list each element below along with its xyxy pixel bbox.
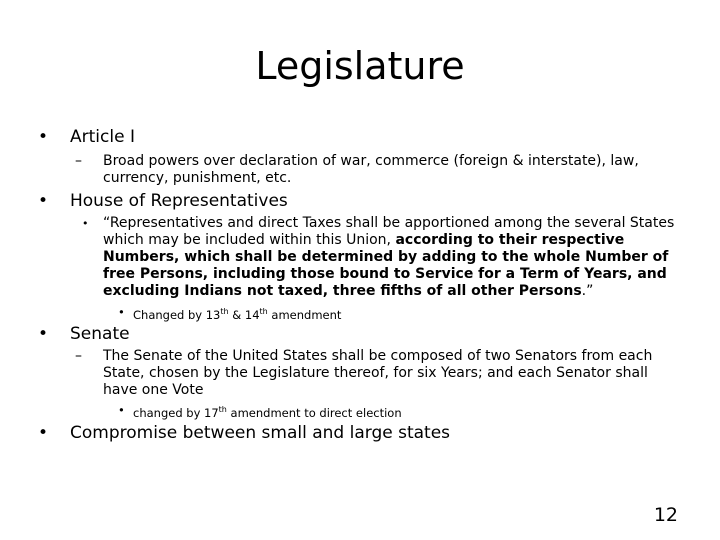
bullet-dot: •: [38, 423, 49, 443]
house-quote: [103, 215, 678, 300]
house-amendment-text: & 14: [228, 307, 260, 322]
senate-detail-item: [75, 348, 685, 399]
house-quote-plain: “Representatives and direct Taxes shall be apportioned among the several States which may be included within this Union,: [103, 215, 675, 248]
bullet-dot: •: [118, 305, 125, 319]
bullet-dash: –: [75, 153, 82, 169]
house-amendment-text: amendment: [267, 307, 342, 322]
bullet-house: [38, 191, 678, 211]
article-i-detail-item: [75, 153, 685, 187]
bullet-dot: •: [38, 127, 49, 147]
house-amendment-text: Changed by 13: [133, 307, 221, 322]
house-amendment-item: [118, 305, 618, 322]
ordinal-suffix: th: [259, 307, 268, 316]
page-number: 12: [653, 504, 678, 526]
bullet-dash: –: [75, 348, 82, 364]
ordinal-suffix: th: [220, 307, 229, 316]
bullet-dot: •: [38, 191, 49, 211]
house-amendment-note: [133, 305, 618, 322]
senate-label: Senate: [70, 324, 130, 344]
house-label: House of Representatives: [70, 191, 288, 211]
ordinal-suffix: th: [218, 405, 227, 414]
bullet-dot: •: [118, 403, 125, 417]
compromise-label: Compromise between small and large states: [70, 423, 451, 443]
bullet-dot: •: [38, 324, 49, 344]
senate-amendment-note: [133, 403, 618, 420]
article-i-label: Article I: [70, 127, 135, 147]
senate-amendment-item: [118, 403, 618, 420]
house-quote-item: [82, 215, 678, 300]
bullet-senate: [38, 324, 678, 344]
slide-title: Legislature: [255, 44, 465, 88]
senate-amendment-text: changed by 17: [133, 405, 219, 420]
bullet-article-i: [38, 127, 678, 147]
article-i-detail: Broad powers over declaration of war, commerce (foreign & interstate), law, currency, punishment, etc.: [103, 153, 639, 186]
senate-amendment-text: amendment to direct election: [226, 405, 402, 420]
bullet-dot: •: [82, 217, 89, 230]
house-quote-end: .”: [581, 283, 594, 299]
senate-detail: The Senate of the United States shall be composed of two Senators from each State, chosen by the Legislature thereof, for six Years; and each Senator shall have one Vote: [103, 348, 653, 398]
house-quote-bold: according to their respective Numbers, which shall be determined by adding to the whole Number of free Persons, including those bound to Service for a Term of Years, and excluding Indians not taxed, three fifths of all other Persons: [103, 232, 669, 299]
bullet-compromise: [38, 423, 678, 443]
